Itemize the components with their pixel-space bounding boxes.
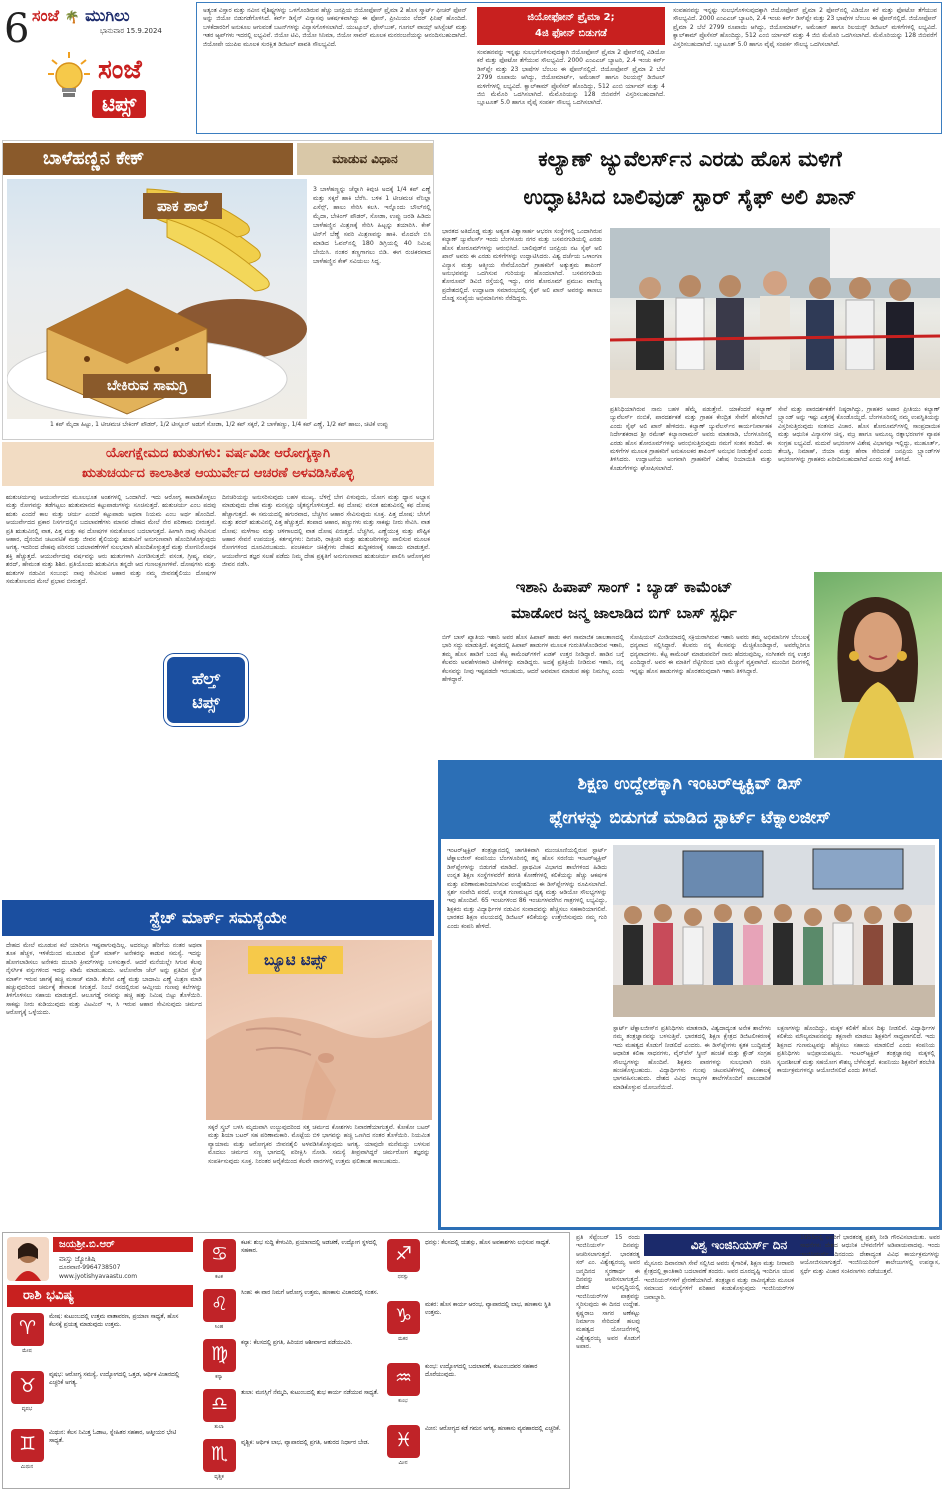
section-title: ಸಂಜೆ bbox=[98, 55, 142, 85]
paper-title-part2: ಮುಗಿಲು bbox=[85, 6, 130, 25]
jio-story bbox=[196, 2, 942, 134]
startek-story bbox=[438, 760, 942, 1230]
health-tips-line1: ಹೆಲ್ತ್ bbox=[191, 669, 221, 688]
page-number: 6 bbox=[4, 6, 30, 52]
engineers-body-col2: ಮೈಸೂರು ದಿವಾನರಾಗಿ ಸೇವೆ ಸಲ್ಲಿಸಿದ ಅವರು ಕೈಗಾರಿಕೆ, ಶಿಕ್ಷಣ ಮತ್ತು ನೀರಾವರಿ ಕ್ಷೇತ್ರದಲ್ಲಿ ಕ್ರಾಂತಿಕಾರಿ ಬದಲಾವಣೆ ತಂದರು. ಅವರ ದೂರದೃಷ್ಟಿ ಇಂದಿಗೂ ಯುವ ಇಂಜಿನಿಯರ್‌ಗಳಿಗೆ ಪ್ರೇರಣೆಯಾಗಿದೆ. ತಂತ್ರಜ್ಞಾನ ಮತ್ತು ನಾವೀನ್ಯತೆಯ ಮೂಲಕ ಸಮಾಜದ ಸಮಸ್ಯೆಗಳಿಗೆ ಪರಿಹಾರ ಕಂಡುಕೊಳ್ಳುವುದು ಇಂಜಿನಿಯರ್‌ಗಳ ಜವಾಬ್ದಾರಿ. bbox=[644, 1260, 794, 1301]
startek-headline bbox=[441, 763, 939, 839]
kalyan-headline-line1: ಕಲ್ಯಾಣ್ ಜ್ಯುವೆಲರ್ಸ್‌ನ ಎರಡು ಹೊಸ ಮಳಿಗೆ bbox=[538, 147, 842, 171]
zodiac-11-icon: ♒ bbox=[387, 1363, 420, 1396]
ishani-body-col2: ಸೋಷಿಯಲ್ ಮೀಡಿಯಾದಲ್ಲಿ ಸಕ್ರಿಯರಾಗಿರುವ ಇಶಾನಿ ಅವರು ತಮ್ಮ ಅಭಿಮಾನಿಗಳ ಬೆಂಬಲಕ್ಕೆ ಧನ್ಯವಾದ ಸಲ್ಲಿಸಿದ್ದಾರೆ. ಕೆಲವರು ನನ್ನ ಕೆಲಸವನ್ನು ಮೆಚ್ಚಿಕೊಂಡಿದ್ದಾರೆ, ಅವರೆಲ್ಲರಿಗೂ ಧನ್ಯವಾದಗಳು. ಕೆಟ್ಟ ಕಾಮೆಂಟ್ ಮಾಡುವವರಿಗೆ ನಾನು ಹೆದರುವುದಿಲ್ಲ, ಸಂಗೀತವೇ ನನ್ನ ಉತ್ತರ ಎಂದಿದ್ದಾರೆ. ಅವರ ಈ ಮಾತಿಗೆ ನೆಟ್ಟಿಗರಿಂದ ಭಾರಿ ಮೆಚ್ಚುಗೆ ವ್ಯಕ್ತವಾಗಿದೆ. ಮುಂದಿನ ದಿನಗಳಲ್ಲಿ ಇನ್ನಷ್ಟು ಹೊಸ ಹಾಡುಗಳನ್ನು ಹೊರತರುವುದಾಗಿ ಇಶಾನಿ ತಿಳಿಸಿದ್ದಾರೆ. bbox=[630, 634, 810, 675]
zodiac-list bbox=[3, 1233, 570, 1489]
zodiac-4-name: ಕಟಕ bbox=[215, 1274, 223, 1280]
yoga-headline-line1: ಯೋಗಕ್ಷೇಮದ ಋತುಗಳು: ವರ್ಷವಿಡೀ ಆರೋಗ್ಯಕ್ಕಾಗಿ bbox=[105, 446, 331, 461]
zodiac-12-name: ಮೀನ bbox=[398, 1460, 408, 1466]
jio-body-col1b: ಸಂವಹನವನ್ನು ಇನ್ನಷ್ಟು ಸುಲಭಗೊಳಿಸುವುದಕ್ಕಾಗಿ ಜಿಯೋಫೋನ್ ಪ್ರೈಮಾ 2 ಫೋನ್‌ನಲ್ಲಿ ವಿಡಿಯೋ ಕರೆ ಮತ್ತು ಫೋಟೋ ತೆಗೆಯುವ ಸೌಲಭ್ಯವಿದೆ. 2000 ಎಂಎಎಚ್ ಬ್ಯಾಟರಿ, 2.4 ಇಂಚು ಕರ್ವ್ ಡಿಸ್‌ಪ್ಲೇ ಮತ್ತು 23 ಭಾಷೆಗಳ ಬೆಂಬಲ ಈ ಫೋನ್‌ನಲ್ಲಿದೆ. ಜಿಯೋಫೋನ್ ಪ್ರೈಮಾ 2 ಬೆಲೆ 2799 ರೂಪಾಯಿ ಆಗಿದ್ದು, ಜಿಯೋಮಾರ್ಟ್, ಅಮೆಜಾನ್ ಹಾಗೂ ರಿಲಯನ್ಸ್ ಡಿಜಿಟಲ್ ಮಳಿಗೆಗಳಲ್ಲಿ ಲಭ್ಯವಿದೆ. ಕ್ವಾಲ್‌ಕಾಮ್ ಪ್ರೊಸೆಸರ್ ಹೊಂದಿದ್ದು, 512 ಎಂಬಿ ರ್ಯಾಮ್ ಮತ್ತು 4 ಜಿಬಿ ಮೆಮೊರಿ ಒದಗಿಸಲಾಗಿದೆ. ಮೆಮೊರಿಯನ್ನು 128 ಜಿಬಿವರೆಗೆ ವಿಸ್ತರಿಸಬಹುದಾಗಿದೆ. ಬ್ಲೂಟೂತ್ 5.0 ಹಾಗೂ ವೈಫೈ ಸಂಪರ್ಕ ಸೌಲಭ್ಯ ಒದಗಿಸಲಾಗಿದೆ. bbox=[477, 49, 665, 107]
bulb-icon bbox=[48, 52, 90, 102]
ishani-headline-line2: ಮಾಡೋರ ಜನ್ಮ ಜಾಲಾಡಿದ ಬಿಗ್ ಬಾಸ್ ಸ್ಪರ್ಧಿ bbox=[511, 604, 737, 622]
zodiac-3-name: ಮಿಥುನ bbox=[20, 1464, 34, 1470]
zodiac-1-icon: ♈ bbox=[11, 1313, 44, 1346]
zodiac-7-text: ತುಲಾ: ಮನಸ್ಸಿಗೆ ನೆಮ್ಮದಿ, ಕುಟುಂಬದಲ್ಲಿ ಶುಭ ಕಾರ್ಯ ನಡೆಯುವ ಸಾಧ್ಯತೆ. bbox=[241, 1390, 379, 1396]
kalyan-body-col3: ಸೇವೆ ಮತ್ತು ಪಾರದರ್ಶಕತೆಗೆ ನಿಷ್ಠರಾಗಿದ್ದು, ಗ್ರಾಹಕರ ಅಪಾರ ಪ್ರೀತಿಯು ಕಲ್ಯಾಣ್ ಬ್ರ್ಯಾಂಡ್ ಅನ್ನು ಇಷ್ಟು ಎತ್ತರಕ್ಕೆ ಕೊಂಡೊಯ್ದಿದೆ. ಬೆಂಗಳೂರಿನಲ್ಲಿ ನಮ್ಮ ಉಪಸ್ಥಿತಿಯನ್ನು ವಿಸ್ತರಿಸುತ್ತಿರುವುದು ಸಂತಸದ ವಿಚಾರ. ಹೊಸ ಶೋರೂಮ್‌ಗಳಲ್ಲಿ ಸಾಂಪ್ರದಾಯಿಕ ಮತ್ತು ಆಧುನಿಕ ವಿನ್ಯಾಸಗಳ ಚಿನ್ನ, ವಜ್ರ ಹಾಗೂ ಅಮೂಲ್ಯ ರತ್ನಾಭರಣಗಳ ವ್ಯಾಪಕ ಸಂಗ್ರಹ ಲಭ್ಯವಿದೆ. ಮದುವೆ ಆಭರಣಗಳ ವಿಶೇಷ ವಿಭಾಗವೂ ಇಲ್ಲಿದ್ದು, ಮುಹೂರ್ತ್, ತೇಜಸ್ವಿ, ನಿಮಾಹ್, ಜಿಯಾ ಮತ್ತು ಹೇರಾ ಸೇರಿದಂತೆ ಜನಪ್ರಿಯ ಬ್ರ್ಯಾಂಡ್‌ಗಳ ಆಭರಣಗಳನ್ನು ಗ್ರಾಹಕರು ಖರೀದಿಸಬಹುದಾಗಿದೆ ಎಂದು ಸಂಸ್ಥೆ ತಿಳಿಸಿದೆ. bbox=[778, 406, 940, 464]
banana-cake-section bbox=[2, 140, 434, 440]
startek-body-col2: ಸ್ಟಾರ್ಟ್ ಟೆಕ್ನಾಲಜೀಸ್‌ನ ಪ್ರತಿನಿಧಿಗಳು ಮಾತನಾಡಿ, ವಿಶ್ವದಾದ್ಯಂತ ಅನೇಕ ಶಾಲೆಗಳು ನಮ್ಮ ತಂತ್ರಜ್ಞಾನವನ್ನು ಬಳಸುತ್ತಿವೆ. ಭಾರತದಲ್ಲಿ ಶಿಕ್ಷಣ ಕ್ಷೇತ್ರದ ಡಿಜಿಟಲೀಕರಣಕ್ಕೆ ಇದು ಮಹತ್ವದ ಕೊಡುಗೆ ನೀಡಲಿದೆ ಎಂದರು. ಈ ಡಿಸ್‌ಪ್ಲೇಗಳು ಕೃತಕ ಬುದ್ಧಿಮತ್ತೆ ಆಧಾರಿತ ಕಲಿಕಾ ಸಾಧನಗಳು, ವೈರ್‌ಲೆಸ್ ಸ್ಕ್ರೀನ್ ಹಂಚಿಕೆ ಮತ್ತು ಕ್ಲೌಡ್ ಸಂಗ್ರಹ ಸೌಲಭ್ಯಗಳನ್ನು ಹೊಂದಿವೆ. ಶಿಕ್ಷಕರು ಪಾಠಗಳನ್ನು ಸುಲಭವಾಗಿ ರಚಿಸಿ ಹಂಚಿಕೊಳ್ಳಬಹುದು. ವಿದ್ಯಾರ್ಥಿಗಳು ಗುಂಪು ಚಟುವಟಿಕೆಗಳಲ್ಲಿ ಏಕಕಾಲಕ್ಕೆ ಭಾಗವಹಿಸಬಹುದು. ದೇಶದ ವಿವಿಧ ರಾಜ್ಯಗಳ ಶಾಲೆಗಳೊಂದಿಗೆ ಪಾಲುದಾರಿಕೆ ಮಾಡಿಕೊಳ್ಳುವ ಯೋಜನೆಯಿದೆ. bbox=[613, 1025, 771, 1091]
astrologer-website: www.jyotishyavaastu.com bbox=[59, 1273, 138, 1280]
zodiac-5-text: ಸಿಂಹ: ಈ ವಾರ ನಿಮಗೆ ಆರೋಗ್ಯ ಉತ್ತಮ, ಹಣಕಾಸು ವಿಚಾರದಲ್ಲಿ ಸಂತಸ. bbox=[241, 1290, 379, 1296]
kalyan-story bbox=[438, 140, 942, 570]
zodiac-11-text: ಕುಂಭ: ಉದ್ಯೋಗದಲ್ಲಿ ಬದಲಾವಣೆ, ಕುಟುಂಬದವರ ಸಹಕಾರ ದೊರೆಯುವುದು. bbox=[425, 1364, 538, 1379]
astrologer-title: ವಾಸ್ತು ಜ್ಯೋತಿಷಿ bbox=[59, 1255, 96, 1263]
zodiac-6-icon: ♍ bbox=[203, 1339, 236, 1372]
masthead bbox=[0, 0, 195, 135]
cake-ingredients-label: ಬೇಕಿರುವ ಸಾಮಗ್ರಿ bbox=[83, 374, 211, 398]
cake-method-text: 3 ಬಾಳೆಹಣ್ಣನ್ನು ಚೆನ್ನಾಗಿ ಕಿವುಚಿ ಅದಕ್ಕೆ 1/4 ಕಪ್ ಎಣ್ಣೆ ಮತ್ತು ಸಕ್ಕರೆ ಹಾಕಿ ಬೆರೆಸಿ. ಬಳಿಕ 1 ಟೀಚಮಚ ವೆನಿಲ್ಲಾ ಎಸೆನ್ಸ್, ಹಾಲು ಸೇರಿಸಿ ಕಲಸಿ. ಇನ್ನೊಂದು ಬೌಲ್‌ನಲ್ಲಿ ಮೈದಾ, ಬೇಕಿಂಗ್ ಪೌಡರ್, ಸೋಡಾ, ಉಪ್ಪು ಜರಡಿ ಹಿಡಿದು ಬಾಳೆಹಣ್ಣಿನ ಮಿಶ್ರಣಕ್ಕೆ ಸೇರಿಸಿ ಹಿಟ್ಟನ್ನು ತಯಾರಿಸಿ. ಕೇಕ್ ಟಿನ್‌ಗೆ ಬೆಣ್ಣೆ ಸವರಿ ಮಿಶ್ರಣವನ್ನು ಹಾಕಿ. ಮೊದಲೇ ಬಿಸಿ ಮಾಡಿದ ಓವನ್‌ನಲ್ಲಿ 180 ಡಿಗ್ರಿಯಲ್ಲಿ 40 ನಿಮಿಷ ಬೇಯಿಸಿ. ನಂತರ ತಣ್ಣಗಾಗಲು ಬಿಡಿ. ಈಗ ರುಚಿಕರವಾದ ಬಾಳೆಹಣ್ಣಿನ ಕೇಕ್ ಸವಿಯಲು ಸಿದ್ಧ. bbox=[313, 186, 431, 265]
engineers-headline: ವಿಶ್ವ ಇಂಜಿನಿಯರ್ಸ್ ದಿನ bbox=[644, 1234, 834, 1256]
zodiac-4-icon: ♋ bbox=[203, 1239, 236, 1272]
paper-title-part1: ಸಂಜೆ bbox=[32, 6, 59, 25]
zodiac-10-name: ಮಕರ bbox=[398, 1336, 408, 1342]
zodiac-12-text: ಮೀನ: ಆರೋಗ್ಯದ ಕಡೆ ಗಮನ ಅಗತ್ಯ, ಹಣಕಾಸು ವ್ಯವಹಾರದಲ್ಲಿ ಎಚ್ಚರಿಕೆ. bbox=[425, 1426, 561, 1432]
stretch-mark-story bbox=[2, 900, 434, 1230]
kalyan-headline-line2: ಉದ್ಘಾಟಿಸಿದ ಬಾಲಿವುಡ್ ಸ್ಟಾರ್ ಸೈಫ್ ಅಲಿ ಖಾನ್ bbox=[523, 185, 857, 209]
yoga-body-col1: ಋತುಚರ್ಯವು ಆಯುರ್ವೇದದ ಮೂಲಭೂತ ಅಂಶಗಳಲ್ಲಿ ಒಂದಾಗಿದೆ. ಇದು ಆರೋಗ್ಯ ಕಾಪಾಡಿಕೊಳ್ಳಲು ಮತ್ತು ರೋಗವನ್ನು ತಡೆಗಟ್ಟಲು ಋತುಮಾನದ ಕಟ್ಟುಪಾಡುಗಳನ್ನು ಸೂಚಿಸುತ್ತದೆ. ಋತುಚರ್ಯ ಎಂಬ ಪದವು ಋತು ಎಂದರೆ ಕಾಲ ಮತ್ತು ಚರ್ಯ ಎಂದರೆ ಕಟ್ಟುಪಾಡು ಅಥವಾ ನಿಯಮ ಎಂಬ ಅರ್ಥ ಹೊಂದಿದೆ. ಆಯುರ್ವೇದದ ಪ್ರಕಾರ ನಿಸರ್ಗದಲ್ಲಿನ ಬದಲಾವಣೆಗಳು ಮಾನವ ದೇಹದ ಮೇಲೆ ನೇರ ಪರಿಣಾಮ ಬೀರುತ್ತವೆ. ಪ್ರತಿ ಋತುವಿನಲ್ಲಿ ವಾತ, ಪಿತ್ತ ಮತ್ತು ಕಫ ದೋಷಗಳ ಸಮತೋಲನ ಬದಲಾಗುತ್ತದೆ. ಹೀಗಾಗಿ ನಾವು ಸೇವಿಸುವ ಆಹಾರ, ದೈನಂದಿನ ಚಟುವಟಿಕೆ ಮತ್ತು ಜೀವನ ಶೈಲಿಯನ್ನು ಋತುವಿಗೆ ಅನುಗುಣವಾಗಿ ಹೊಂದಿಸಿಕೊಳ್ಳುವುದು ಅಗತ್ಯ. ಇದರಿಂದ ದೇಹವು ಪರಿಸರದ ಬದಲಾವಣೆಗಳಿಗೆ ಸುಲಭವಾಗಿ ಹೊಂದಿಕೊಳ್ಳುತ್ತದೆ ಮತ್ತು ರೋಗನಿರೋಧಕ ಶಕ್ತಿ ಹೆಚ್ಚುತ್ತದೆ. ಆಯುರ್ವೇದವು ವರ್ಷವನ್ನು ಆರು ಋತುಗಳಾಗಿ ವಿಂಗಡಿಸುತ್ತದೆ: ವಸಂತ, ಗ್ರೀಷ್ಮ, ವರ್ಷ, ಶರದ್, ಹೇಮಂತ ಮತ್ತು ಶಿಶಿರ. ಪ್ರತಿಯೊಂದು ಋತುವಿಗೂ ತನ್ನದೇ ಆದ ಗುಣಲಕ್ಷಣಗಳಿವೆ. ದೋಷಗಳು ಮತ್ತು ಋತುಗಳ ನಡುವಿನ ಸಂಬಂಧ: ನಾವು ಸೇವಿಸುವ ಆಹಾರ ಮತ್ತು ನಮ್ಮ ಜೀವನಶೈಲಿಯು ದೋಷಗಳ ಸಮತೋಲನದ ಮೇಲೆ ಪ್ರಭಾವ ಬೀರುತ್ತದೆ. bbox=[6, 494, 216, 586]
zodiac-8-name: ವೃಶ್ಚಿಕ bbox=[214, 1474, 224, 1480]
ishani-body-col1: ಬಿಗ್ ಬಾಸ್ ಖ್ಯಾತಿಯ ಇಶಾನಿ ಅವರ ಹೊಸ ಹಿಪಾಪ್ ಹಾಡು ಈಗ ಸಾಮಾಜಿಕ ಜಾಲತಾಣದಲ್ಲಿ ಭಾರಿ ಸದ್ದು ಮಾಡುತ್ತಿದೆ. ಕನ್ನಡದಲ್ಲಿ ಹಿಪಾಪ್ ಹಾಡುಗಳ ಮೂಲಕ ಗುರುತಿಸಿಕೊಂಡಿರುವ ಇಶಾನಿ, ತಮ್ಮ ಹೊಸ ಹಾಡಿಗೆ ಬಂದ ಕೆಟ್ಟ ಕಾಮೆಂಟ್‌ಗಳಿಗೆ ಖಡಕ್ ಉತ್ತರ ನೀಡಿದ್ದಾರೆ. ಹಾಡಿನ ಬಗ್ಗೆ ಕೆಲವರು ಅವಹೇಳನಕಾರಿ ಟೀಕೆಗಳನ್ನು ಮಾಡಿದ್ದರು. ಅದಕ್ಕೆ ಪ್ರತಿಕ್ರಿಯೆ ನೀಡಿರುವ ಇಶಾನಿ, ನನ್ನ ಕೆಲಸವನ್ನು ನೀವು ಇಷ್ಟಪಡದೇ ಇರಬಹುದು, ಆದರೆ ಅವಮಾನ ಮಾಡುವ ಹಕ್ಕು ನಿಮಗಿಲ್ಲ ಎಂದು ಹೇಳಿದ್ದಾರೆ. bbox=[442, 634, 624, 684]
kalyan-inauguration-photo bbox=[610, 228, 940, 398]
zodiac-12-icon: ♓ bbox=[387, 1425, 420, 1458]
zodiac-5-name: ಸಿಂಹ bbox=[214, 1324, 224, 1330]
kalyan-headline bbox=[438, 140, 942, 222]
beauty-tips-badge: ಬ್ಯೂಟಿ ಟಿಪ್ಸ್ bbox=[248, 946, 343, 974]
cake-section-label: ಪಾಕ ಶಾಲೆ bbox=[143, 193, 222, 219]
jio-headline-line1: ಜಿಯೋಫೋನ್ ಪ್ರೈಮಾ 2; bbox=[527, 12, 615, 23]
health-tips-line2: ಟಿಪ್ಸ್ bbox=[192, 693, 220, 712]
stretch-body-col2: ಸಕ್ಕರೆ ಸ್ಕ್ರಬ್ ಬಳಸಿ ಮೃದುವಾಗಿ ಉಜ್ಜುವುದರಿಂದ ಸತ್ತ ಚರ್ಮದ ಕೋಶಗಳು ನಿವಾರಣೆಯಾಗುತ್ತವೆ. ಕೋಕೋ ಬಟರ್ ಮತ್ತು ಶಿಯಾ ಬಟರ್ ಸಹ ಪರಿಣಾಮಕಾರಿ. ಮೊಟ್ಟೆಯ ಬಿಳಿ ಭಾಗವನ್ನು ಹಚ್ಚಿ ಒಣಗಿದ ನಂತರ ತೊಳೆಯಿರಿ. ನಿಯಮಿತ ವ್ಯಾಯಾಮ ಮತ್ತು ಆರೋಗ್ಯಕರ ಜೀವನಶೈಲಿ ಅಳವಡಿಸಿಕೊಳ್ಳುವುದು ಅಗತ್ಯ. ಯಾವುದೇ ಮನೆಮದ್ದು ಬಳಸುವ ಮೊದಲು ಚರ್ಮದ ಸಣ್ಣ ಭಾಗದಲ್ಲಿ ಪರೀಕ್ಷಿಸಿ ನೋಡಿ. ಸಮಸ್ಯೆ ತೀವ್ರವಾಗಿದ್ದರೆ ಚರ್ಮರೋಗ ತಜ್ಞರನ್ನು ಸಂಪರ್ಕಿಸುವುದು ಸೂಕ್ತ. ನಿರಂತರ ಆರೈಕೆಯಿಂದ ಕೆಲವೇ ವಾರಗಳಲ್ಲಿ ಉತ್ತಮ ಫಲಿತಾಂಶ ಕಾಣಬಹುದು. bbox=[208, 1124, 430, 1165]
zodiac-9-icon: ♐ bbox=[387, 1239, 420, 1272]
zodiac-9-text: ಧನಸ್ಸು: ಕೆಲಸದಲ್ಲಿ ಯಶಸ್ಸು, ಹೊಸ ಅವಕಾಶಗಳು ಲಭಿಸುವ ಸಾಧ್ಯತೆ. bbox=[425, 1240, 551, 1246]
kalyan-body-col1: ಭಾರತದ ಅತಿದೊಡ್ಡ ಮತ್ತು ಅತ್ಯಂತ ವಿಶ್ವಾಸಾರ್ಹ ಆಭರಣ ಸಂಸ್ಥೆಗಳಲ್ಲಿ ಒಂದಾಗಿರುವ ಕಲ್ಯಾಣ್ ಜ್ಯುವೆಲರ್ಸ್ ಇಂದು ಬೆಂಗಳೂರು ನಗರ ಮತ್ತು ಬಸವನಗುಡಿಯಲ್ಲಿ ಎರಡು ಹೊಸ ಶೋರೂಮ್‌ಗಳನ್ನು ಆರಂಭಿಸಿದೆ. ಬಾಲಿವುಡ್‌ನ ಜನಪ್ರಿಯ ನಟ ಸೈಫ್ ಅಲಿ ಖಾನ್ ಅವರು ಈ ಎರಡು ಮಳಿಗೆಗಳನ್ನು ಉದ್ಘಾಟಿಸಿದರು. ವಿಶ್ವ ದರ್ಜೆಯ ಒಳಾಂಗಣ ವಿನ್ಯಾಸ ಮತ್ತು ಆತ್ಮೀಯ ಸೇವೆಯೊಂದಿಗೆ ಗ್ರಾಹಕರಿಗೆ ಅತ್ಯುತ್ತಮ ಶಾಪಿಂಗ್ ಅನುಭವವನ್ನು ಒದಗಿಸುವ ಗುರಿಯನ್ನು ಹೊಂದಲಾಗಿದೆ. ಬಸವನಗುಡಿಯ ಶೋರೂಮ್ ಡಿವಿಜಿ ರಸ್ತೆಯಲ್ಲಿ ಇದ್ದು, ನಗರ ಶೋರೂಮ್ ಪ್ರಮುಖ ವಾಣಿಜ್ಯ ಪ್ರದೇಶದಲ್ಲಿದೆ. ಉದ್ಘಾಟನಾ ಸಮಾರಂಭದಲ್ಲಿ ಸೈಫ್ ಅಲಿ ಖಾನ್ ಅವರನ್ನು ಕಾಣಲು ದೊಡ್ಡ ಸಂಖ್ಯೆಯ ಅಭಿಮಾನಿಗಳು ನೆರೆದಿದ್ದರು. bbox=[442, 228, 602, 303]
ishani-headline-line1: ಇಶಾನಿ ಹಿಪಾಪ್ ಸಾಂಗ್ : ಬ್ಯಾಡ್ ಕಾಮೆಂಟ್ bbox=[515, 578, 733, 596]
startek-group-photo bbox=[613, 845, 935, 1017]
zodiac-6-text: ಕನ್ಯಾ: ಕೆಲಸದಲ್ಲಿ ಪ್ರಗತಿ, ಹಿರಿಯರ ಆಶೀರ್ವಾದ ಪಡೆಯುವಿರಿ. bbox=[241, 1340, 353, 1346]
zodiac-2-name: ವೃಷಭ bbox=[21, 1406, 33, 1412]
zodiac-5-icon: ♌ bbox=[203, 1289, 236, 1322]
zodiac-8-text: ವೃಶ್ಚಿಕ: ಆರ್ಥಿಕ ಲಾಭ, ವ್ಯಾಪಾರದಲ್ಲಿ ಪ್ರಗತಿ, ಆತುರದ ನಿರ್ಧಾರ ಬೇಡ. bbox=[241, 1440, 370, 1446]
zodiac-1-text: ಮೇಷ: ಕುಟುಂಬದಲ್ಲಿ ಉತ್ತಮ ವಾತಾವರಣ, ಪ್ರಯಾಣ ಸಾಧ್ಯತೆ, ಹೊಸ ಕೆಲಸಕ್ಕೆ ಪ್ರಯತ್ನ ಮಾಡುವುದು ಉತ್ತಮ. bbox=[49, 1314, 179, 1329]
engineers-day-story bbox=[574, 1232, 942, 1489]
ishani-photo bbox=[814, 572, 942, 758]
jio-body-col2: ಸಂವಹನವನ್ನು ಇನ್ನಷ್ಟು ಸುಲಭಗೊಳಿಸುವುದಕ್ಕಾಗಿ ಜಿಯೋಫೋನ್ ಪ್ರೈಮಾ 2 ಫೋನ್‌ನಲ್ಲಿ ವಿಡಿಯೋ ಕರೆ ಮತ್ತು ಫೋಟೋ ತೆಗೆಯುವ ಸೌಲಭ್ಯವಿದೆ. 2000 ಎಂಎಎಚ್ ಬ್ಯಾಟರಿ, 2.4 ಇಂಚು ಕರ್ವ್ ಡಿಸ್‌ಪ್ಲೇ ಮತ್ತು 23 ಭಾಷೆಗಳ ಬೆಂಬಲ ಈ ಫೋನ್‌ನಲ್ಲಿದೆ. ಜಿಯೋಫೋನ್ ಪ್ರೈಮಾ 2 ಬೆಲೆ 2799 ರೂಪಾಯಿ ಆಗಿದ್ದು, ಜಿಯೋಮಾರ್ಟ್, ಅಮೆಜಾನ್ ಹಾಗೂ ರಿಲಯನ್ಸ್ ಡಿಜಿಟಲ್ ಮಳಿಗೆಗಳಲ್ಲಿ ಲಭ್ಯವಿದೆ. ಕ್ವಾಲ್‌ಕಾಮ್ ಪ್ರೊಸೆಸರ್ ಹೊಂದಿದ್ದು, 512 ಎಂಬಿ ರ್ಯಾಮ್ ಮತ್ತು 4 ಜಿಬಿ ಮೆಮೊರಿ ಒದಗಿಸಲಾಗಿದೆ. ಮೆಮೊರಿಯನ್ನು 128 ಜಿಬಿವರೆಗೆ ವಿಸ್ತರಿಸಬಹುದಾಗಿದೆ. ಬ್ಲೂಟೂತ್ 5.0 ಹಾಗೂ ವೈಫೈ ಸಂಪರ್ಕ ಸೌಲಭ್ಯ ಒದಗಿಸಲಾಗಿದೆ. bbox=[673, 7, 937, 48]
zodiac-7-icon: ♎ bbox=[203, 1389, 236, 1422]
jio-headline bbox=[477, 7, 665, 45]
zodiac-3-text: ಮಿಥುನ: ಕೆಲಸ ನಿಮಿತ್ತ ಓಡಾಟ, ಸ್ನೇಹಿತರ ಸಹಕಾರ, ಆತ್ಮೀಯರ ಭೇಟಿ ಸಾಧ್ಯತೆ. bbox=[49, 1430, 177, 1445]
zodiac-6-name: ಕನ್ಯಾ bbox=[215, 1374, 223, 1380]
jio-headline-line2: 4ಜಿ ಫೋನ್ ಬಿಡುಗಡೆ bbox=[535, 28, 607, 39]
zodiac-9-name: ಧನಸ್ಸು bbox=[397, 1274, 409, 1280]
zodiac-2-icon: ♉ bbox=[11, 1371, 44, 1404]
section-title-badge: ಟಿಪ್ಸ್ bbox=[92, 90, 146, 118]
ishani-story bbox=[438, 572, 942, 758]
cake-ingredients-text: 1 ಕಪ್ ಮೈದಾ ಹಿಟ್ಟು, 1 ಟೀಚಮಚ ಬೇಕಿಂಗ್ ಪೌಡರ್, 1/2 ಟೀಸ್ಪೂನ್ ಅಡುಗೆ ಸೋಡಾ, 1/2 ಕಪ್ ಸಕ್ಕರೆ, 2 ಬಾಳೆಹಣ್ಣು, 1/4 ಕಪ್ ಎಣ್ಣೆ, 1/2 ಕಪ್ ಹಾಲು, ಚಿಟಿಕೆ ಉಪ್ಪು bbox=[50, 421, 388, 428]
yoga-story bbox=[2, 442, 434, 898]
zodiac-7-name: ತುಲಾ bbox=[214, 1424, 224, 1430]
kalyan-body-col2: ಪ್ರತಿನಿಧಿಯಾಗಿರುವ ನಾನು ಬಹಳ ಹೆಮ್ಮೆ ಪಡುತ್ತೇನೆ. ಯಾಕೆಂದರೆ ಕಲ್ಯಾಣ್ ಜ್ಯುವೆಲರ್ಸ್ ನಂಬಿಕೆ, ಪಾರದರ್ಶಕತೆ ಮತ್ತು ಗ್ರಾಹಕ ಕೇಂದ್ರಿತ ಸೇವೆಗೆ ಹೆಸರಾಗಿದೆ ಎಂದು ಸೈಫ್ ಅಲಿ ಖಾನ್ ಹೇಳಿದರು. ಕಲ್ಯಾಣ್ ಜ್ಯುವೆಲರ್ಸ್‌ನ ಕಾರ್ಯನಿರ್ವಾಹಕ ನಿರ್ದೇಶಕರಾದ ಶ್ರೀ ರಮೇಶ್ ಕಲ್ಯಾಣರಾಮನ್ ಅವರು ಮಾತನಾಡಿ, ಬೆಂಗಳೂರಿನಲ್ಲಿ ಎರಡು ಹೊಸ ಶೋರೂಮ್‌ಗಳನ್ನು ಆರಂಭಿಸುತ್ತಿರುವುದು ನಮಗೆ ಸಂತಸ ತಂದಿದೆ. ಈ ಮಳಿಗೆಗಳ ಮೂಲಕ ಗ್ರಾಹಕರಿಗೆ ಅನುಕೂಲಕರ ಶಾಪಿಂಗ್ ಅನುಭವ ನೀಡುತ್ತೇವೆ ಎಂದು ತಿಳಿಸಿದರು. ಉದ್ಘಾಟನೆಯ ಅಂಗವಾಗಿ ಗ್ರಾಹಕರಿಗೆ ವಿಶೇಷ ರಿಯಾಯಿತಿ ಮತ್ತು ಕೊಡುಗೆಗಳನ್ನು ಘೋಷಿಸಲಾಗಿದೆ. bbox=[610, 406, 772, 472]
yoga-headline bbox=[2, 442, 434, 486]
paper-title bbox=[32, 6, 130, 26]
yoga-body-col2: ದಿನಚರಿಯನ್ನು ಅನುಸರಿಸುವುದು ಬಹಳ ಮುಖ್ಯ. ಬೆಳಿಗ್ಗೆ ಬೇಗ ಏಳುವುದು, ಯೋಗ ಮತ್ತು ಧ್ಯಾನ ಅಭ್ಯಾಸ ಮಾಡುವುದು ದೇಹ ಮತ್ತು ಮನಸ್ಸನ್ನು ಚೈತನ್ಯಗೊಳಿಸುತ್ತದೆ. ಕಫ ದೋಷ: ವಸಂತ ಋತುವಿನಲ್ಲಿ ಕಫ ದೋಷ ಹೆಚ್ಚಾಗುತ್ತದೆ. ಈ ಸಮಯದಲ್ಲಿ ಹಗುರವಾದ, ಬೆಚ್ಚಗಿನ ಆಹಾರ ಸೇವಿಸುವುದು ಸೂಕ್ತ. ಪಿತ್ತ ದೋಷ: ಬೇಸಿಗೆ ಮತ್ತು ಶರದ್ ಋತುವಿನಲ್ಲಿ ಪಿತ್ತ ಹೆಚ್ಚುತ್ತದೆ. ತಂಪಾದ ಆಹಾರ, ಹಣ್ಣುಗಳು ಮತ್ತು ಸಾಕಷ್ಟು ನೀರು ಸೇವಿಸಿ. ವಾತ ದೋಷ: ಮಳೆಗಾಲ ಮತ್ತು ಚಳಿಗಾಲದಲ್ಲಿ ವಾತ ದೋಷ ಏರುತ್ತದೆ. ಬೆಚ್ಚಗಿನ, ಎಣ್ಣೆಯುಕ್ತ ಮತ್ತು ಪೌಷ್ಟಿಕ ಆಹಾರ ಸೇವನೆ ಉಪಯುಕ್ತ. ಕರ್ತವ್ಯಗಳು: ದಿನಚರಿ, ರಾತ್ರಿಚರಿ ಮತ್ತು ಋತುಚರಿಗಳನ್ನು ಪಾಲಿಸುವ ಮೂಲಕ ರೋಗಗಳಿಂದ ದೂರವಿರಬಹುದು. ಪಂಚಕರ್ಮ ಚಿಕಿತ್ಸೆಗಳು ದೇಹದ ಶುದ್ಧೀಕರಣಕ್ಕೆ ಸಹಾಯ ಮಾಡುತ್ತವೆ. ಆಯುರ್ವೇದ ತಜ್ಞರ ಸಲಹೆ ಪಡೆದು ನಿಮ್ಮ ದೇಹ ಪ್ರಕೃತಿಗೆ ಅನುಗುಣವಾದ ಋತುಚರ್ಯ ಪಾಲಿಸಿ ಆರೋಗ್ಯಕರ ಜೀವನ ನಡೆಸಿ. bbox=[222, 494, 430, 569]
startek-headline-line2: ಪ್ಲೇಗಳನ್ನು ಬಿಡುಗಡೆ ಮಾಡಿದ ಸ್ಟಾರ್ಟ್ ಟೆಕ್ನಾಲಜೀಸ್ bbox=[549, 808, 831, 828]
engineers-body-col1: ಪ್ರತಿ ಸೆಪ್ಟೆಂಬರ್ 15 ರಂದು ಇಂಜಿನಿಯರ್ಸ್ ದಿನವನ್ನು ಆಚರಿಸಲಾಗುತ್ತದೆ. ಭಾರತರತ್ನ ಸರ್ ಎಂ. ವಿಶ್ವೇಶ್ವರಯ್ಯ ಅವರ ಜನ್ಮದಿನದ ಸ್ಮರಣಾರ್ಥ ಈ ದಿನವನ್ನು ಆಚರಿಸಲಾಗುತ್ತದೆ. ದೇಶದ ಅಭಿವೃದ್ಧಿಯಲ್ಲಿ ಇಂಜಿನಿಯರ್‌ಗಳ ಪಾತ್ರವನ್ನು ಸ್ಮರಿಸುವುದು ಈ ದಿನದ ಉದ್ದೇಶ. ಕೃಷ್ಣರಾಜ ಸಾಗರ ಅಣೆಕಟ್ಟು ನಿರ್ಮಾಣ ಸೇರಿದಂತೆ ಹಲವು ಮಹತ್ವದ ಯೋಜನೆಗಳಲ್ಲಿ ವಿಶ್ವೇಶ್ವರಯ್ಯ ಅವರ ಕೊಡುಗೆ ಅಪಾರ. bbox=[576, 1234, 640, 1351]
stretch-headline: ಸ್ಟ್ರೆಚ್ ಮಾರ್ಕ್ ಸಮಸ್ಯೆಯೇ bbox=[2, 900, 434, 936]
stretch-body-col1: ದೇಹದ ಮೇಲೆ ಮೂಡುವ ಕಲೆ ಯಾರಿಗೂ ಇಷ್ಟವಾಗುವುದಿಲ್ಲ. ಅದರಲ್ಲೂ ಹೆರಿಗೆಯ ನಂತರ ಅಥವಾ ತೂಕ ಹೆಚ್ಚಳ, ಇಳಿಕೆಯಿಂದ ಮೂಡುವ ಸ್ಟ್ರೆಚ್ ಮಾರ್ಕ್ ಅನೇಕರನ್ನು ಕಾಡುವ ಸಮಸ್ಯೆ. ಇದನ್ನು ಹೋಗಲಾಡಿಸಲು ಅನೇಕರು ದುಬಾರಿ ಕ್ರೀಮ್‌ಗಳನ್ನು ಬಳಸುತ್ತಾರೆ. ಆದರೆ ಮನೆಯಲ್ಲೇ ಸಿಗುವ ಕೆಲವು ನೈಸರ್ಗಿಕ ವಸ್ತುಗಳಿಂದ ಇದನ್ನು ಕಡಿಮೆ ಮಾಡಬಹುದು. ಅಲೋವೆರಾ ಜೆಲ್ ಅನ್ನು ಪ್ರತಿದಿನ ಸ್ಟ್ರೆಚ್ ಮಾರ್ಕ್ ಇರುವ ಜಾಗಕ್ಕೆ ಹಚ್ಚಿ ಮಸಾಜ್ ಮಾಡಿ. ತೆಂಗಿನ ಎಣ್ಣೆ ಮತ್ತು ಬಾದಾಮಿ ಎಣ್ಣೆ ಮಿಶ್ರಣ ಮಾಡಿ ಹಚ್ಚುವುದರಿಂದ ಚರ್ಮಕ್ಕೆ ತೇವಾಂಶ ಸಿಗುತ್ತದೆ. ನಿಂಬೆ ರಸದಲ್ಲಿರುವ ಆಮ್ಲೀಯ ಗುಣವು ಕಲೆಗಳನ್ನು ತಿಳಿಗೊಳಿಸಲು ಸಹಾಯ ಮಾಡುತ್ತದೆ. ಆಲೂಗಡ್ಡೆ ರಸವನ್ನು ಹಚ್ಚಿ ಹತ್ತು ನಿಮಿಷ ಬಿಟ್ಟು ತೊಳೆಯಿರಿ. ಸಾಕಷ್ಟು ನೀರು ಕುಡಿಯುವುದು ಮತ್ತು ವಿಟಮಿನ್ ಇ, ಸಿ ಇರುವ ಆಹಾರ ಸೇವಿಸುವುದು ಚರ್ಮದ ಆರೋಗ್ಯಕ್ಕೆ ಒಳ್ಳೆಯದು. bbox=[6, 942, 202, 1017]
zodiac-8-icon: ♏ bbox=[203, 1439, 236, 1472]
startek-body-col1: ಇಂಟರ್‌ಆ್ಯಕ್ಟಿವ್ ತಂತ್ರಜ್ಞಾನದಲ್ಲಿ ಜಾಗತಿಕವಾಗಿ ಮುಂಚೂಣಿಯಲ್ಲಿರುವ ಸ್ಟಾರ್ಟ್ ಟೆಕ್ನಾಲಜೀಸ್ ಕಂಪನಿಯು ಬೆಂಗಳೂರಿನಲ್ಲಿ ತನ್ನ ಹೊಸ ಸರಣಿಯ ಇಂಟರ್‌ಆ್ಯಕ್ಟಿವ್ ಡಿಸ್‌ಪ್ಲೇಗಳನ್ನು ಬಿಡುಗಡೆ ಮಾಡಿದೆ. ಪ್ರಾಥಮಿಕ ವಿಭಾಗದ ಶಾಲೆಗಳಿಂದ ಹಿಡಿದು ಉನ್ನತ ಶಿಕ್ಷಣ ಸಂಸ್ಥೆಗಳವರೆಗೆ ತರಗತಿ ಕೋಣೆಗಳಲ್ಲಿ ಕಲಿಕೆಯನ್ನು ಹೆಚ್ಚು ಆಕರ್ಷಕ ಮತ್ತು ಪರಿಣಾಮಕಾರಿಯಾಗಿಸುವ ಉದ್ದೇಶದಿಂದ ಈ ಡಿಸ್‌ಪ್ಲೇಗಳನ್ನು ರೂಪಿಸಲಾಗಿದೆ. ಸ್ಪರ್ಶ ಸಂವೇದಿ ಪರದೆ, ಉನ್ನತ ಗುಣಮಟ್ಟದ ದೃಶ್ಯ ಮತ್ತು ಆಡಿಯೋ ಸೌಲಭ್ಯಗಳನ್ನು ಇವು ಹೊಂದಿವೆ. 65 ಇಂಚುಗಳಿಂದ 86 ಇಂಚುಗಳವರೆಗಿನ ಗಾತ್ರಗಳಲ್ಲಿ ಲಭ್ಯವಿದ್ದು, ಶಿಕ್ಷಕರು ಮತ್ತು ವಿದ್ಯಾರ್ಥಿಗಳ ನಡುವಿನ ಸಂವಾದವನ್ನು ಹೆಚ್ಚಿಸಲು ಸಹಕಾರಿಯಾಗಲಿವೆ. ಭಾರತದ ಶಿಕ್ಷಣ ವಲಯದಲ್ಲಿ ಡಿಜಿಟಲ್ ಕಲಿಕೆಯನ್ನು ಉತ್ತೇಜಿಸುವುದು ನಮ್ಮ ಗುರಿ ಎಂದು ಕಂಪನಿ ಹೇಳಿದೆ. bbox=[447, 847, 607, 930]
zodiac-1-name: ಮೇಷ bbox=[22, 1348, 32, 1354]
horoscope-title: ರಾಶಿ ಭವಿಷ್ಯ bbox=[7, 1285, 193, 1307]
zodiac-2-text: ವೃಷಭ: ಆರೋಗ್ಯ ಸಮಸ್ಯೆ, ಉದ್ಯೋಗದಲ್ಲಿ ಒತ್ತಡ, ಆರ್ಥಿಕ ವಿಚಾರದಲ್ಲಿ ಎಚ್ಚರಿಕೆ ಅಗತ್ಯ. bbox=[49, 1372, 180, 1387]
astrologer-name: ಜಯಶ್ರೀ.ಬಿ.ಆರ್ bbox=[53, 1237, 193, 1252]
palm-icon: 🌴 bbox=[64, 10, 80, 24]
cake-method-label: ಮಾಡುವ ವಿಧಾನ bbox=[297, 143, 433, 175]
engineers-body-col3: 1955ರಲ್ಲಿ ಅವರಿಗೆ ಭಾರತರತ್ನ ಪ್ರಶಸ್ತಿ ನೀಡಿ ಗೌರವಿಸಲಾಯಿತು. ಅವರ ಸಾಧನೆಗಳು ದೇಶದ ಆಧುನಿಕ ಬೆಳವಣಿಗೆಗೆ ಅಡಿಪಾಯವಾದವು. ಇಂದು ಇಂಜಿನಿಯರ್ಸ್ ದಿನದಂದು ದೇಶಾದ್ಯಂತ ವಿವಿಧ ಕಾರ್ಯಕ್ರಮಗಳನ್ನು ಆಯೋಜಿಸಲಾಗುತ್ತದೆ. ಇಂಜಿನಿಯರಿಂಗ್ ಕಾಲೇಜುಗಳಲ್ಲಿ ಉಪನ್ಯಾಸ, ಸ್ಪರ್ಧೆ ಮತ್ತು ವಿಚಾರ ಸಂಕಿರಣಗಳು ನಡೆಯುತ್ತವೆ. bbox=[800, 1234, 940, 1275]
zodiac-10-icon: ♑ bbox=[387, 1301, 420, 1334]
astrologer-phone: ದೂರವಾಣಿ-9964738507 bbox=[59, 1264, 121, 1271]
startek-headline-line1: ಶಿಕ್ಷಣ ಉದ್ದೇಶಕ್ಕಾಗಿ ಇಂಟರ್‌ಆ್ಯಕ್ಟಿವ್ ಡಿಸ್ bbox=[577, 774, 803, 794]
zodiac-3-icon: ♊ bbox=[11, 1429, 44, 1462]
cake-title: ಬಾಳೆಹಣ್ಣಿನ ಕೇಕ್ bbox=[3, 143, 293, 175]
zodiac-11-name: ಕುಂಭ bbox=[398, 1398, 408, 1404]
zodiac-10-text: ಮಕರ: ಹೊಸ ಕಾರ್ಯ ಆರಂಭ, ವ್ಯಾಪಾರದಲ್ಲಿ ಲಾಭ, ಹಣಕಾಸು ಸ್ಥಿತಿ ಉತ್ತಮ. bbox=[425, 1302, 551, 1317]
horoscope-section bbox=[2, 1232, 570, 1489]
zodiac-4-text: ಕಟಕ: ಶುಭ ಸುದ್ದಿ ಕೇಳುವಿರಿ, ಪ್ರಯಾಣದಲ್ಲಿ ಅಡಚಣೆ, ಉದ್ಯೋಗ ಸ್ಥಳದಲ್ಲಿ ಸಹಕಾರ. bbox=[241, 1240, 377, 1255]
ishani-headline bbox=[438, 574, 810, 630]
health-tips-badge bbox=[164, 654, 248, 726]
yoga-headline-line2: ಋತುಚರ್ಯದ ಕಾಲಾತೀತ ಆಯುರ್ವೇದ ಆಚರಣೆ ಅಳವಡಿಸಿಕೊಳ್ಳಿ bbox=[82, 466, 354, 481]
jio-body-col1: ಅತ್ಯಂತ ವಿಸ್ತಾರ ಮತ್ತು ನವೀನ ವೈಶಿಷ್ಟ್ಯಗಳನ್ನು ಒಳಗೊಂಡಿರುವ ಹೆಚ್ಚು ಜನಪ್ರಿಯ ಜಿಯೋಫೋನ್ ಪ್ರೈಮಾ 2 ಹೊಸ ಸ್ಮಾರ್ಟ್ ಫೀಚರ್ ಫೋನ್ ಅನ್ನು ಜಿಯೋ ಬಿಡುಗಡೆಗೊಳಿಸಿದೆ. ಕರ್ವ್ ಡಿಸೈನ್ ವಿನ್ಯಾಸವು ಆಕರ್ಷಕವಾಗಿದ್ದು ಈ ಫೋನ್, ಪ್ರೀಮಿಯಂ ಲೆದರ್ ಫಿನಿಷ್ ಹೊಂದಿದೆ. ಬಳಕೆದಾರರಿಗೆ ಅನುಕೂಲ ಆಗುವಂತೆ ಬಟನ್‌ಗಳನ್ನು ವಿನ್ಯಾಸಗೊಳಿಸಲಾಗಿದೆ. ಯುಟ್ಯೂಬ್, ಫೇಸ್‌ಬುಕ್, ಗೂಗಲ್ ವಾಯ್ಸ್ ಅಸಿಸ್ಟೆಂಟ್ ಮತ್ತು ಇತರ ಆ್ಯಪ್‌ಗಳು ಇದರಲ್ಲಿ ಲಭ್ಯವಿವೆ. ಜಿಯೋ ಟಿವಿ, ಜಿಯೋ ಸಿನಿಮಾ, ಜಿಯೋ ಸಾವನ್ ಮೂಲಕ ಮನರಂಜನೆಯನ್ನು ಆನಂದಿಸಬಹುದಾಗಿದೆ. ಜಿಯೋಪೇ ಯುಪಿಐ ಮೂಲಕ ಸುರಕ್ಷಿತ ಡಿಜಿಟಲ್ ಪಾವತಿ ಸೌಲಭ್ಯವಿದೆ. bbox=[203, 7, 467, 48]
issue-date: ಭಾನುವಾರ 15.9.2024 bbox=[100, 27, 162, 35]
startek-body-col3: ಲಕ್ಷಣಗಳನ್ನು ಹೊಂದಿದ್ದು, ಮಕ್ಕಳ ಕಲಿಕೆಗೆ ಹೊಸ ದಿಕ್ಕು ನೀಡಲಿವೆ. ವಿದ್ಯಾರ್ಥಿಗಳ ಕಲಿಕೆಯ ಮೌಲ್ಯಮಾಪನವನ್ನು ತಕ್ಷಣವೇ ಮಾಡಲು ಶಿಕ್ಷಕರಿಗೆ ಸಾಧ್ಯವಾಗಲಿದೆ. ಇದು ಶಿಕ್ಷಣದ ಗುಣಮಟ್ಟವನ್ನು ಹೆಚ್ಚಿಸಲು ಸಹಾಯ ಮಾಡಲಿದೆ ಎಂದು ಕಂಪನಿಯ ಪ್ರತಿನಿಧಿಗಳು ಅಭಿಪ್ರಾಯಪಟ್ಟರು. ಇಂಟರ್‌ಆ್ಯಕ್ಟಿವ್ ತಂತ್ರಜ್ಞಾನವು ಮಕ್ಕಳಲ್ಲಿ ಸೃಜನಶೀಲತೆ ಮತ್ತು ಸಹಯೋಗ ಕೌಶಲ್ಯ ಬೆಳೆಸುತ್ತದೆ. ಕಂಪನಿಯು ಶಿಕ್ಷಕರಿಗೆ ತರಬೇತಿ ಕಾರ್ಯಕ್ರಮಗಳನ್ನೂ ಆಯೋಜಿಸಲಿದೆ ಎಂದು ತಿಳಿಸಿದೆ. bbox=[777, 1025, 935, 1075]
